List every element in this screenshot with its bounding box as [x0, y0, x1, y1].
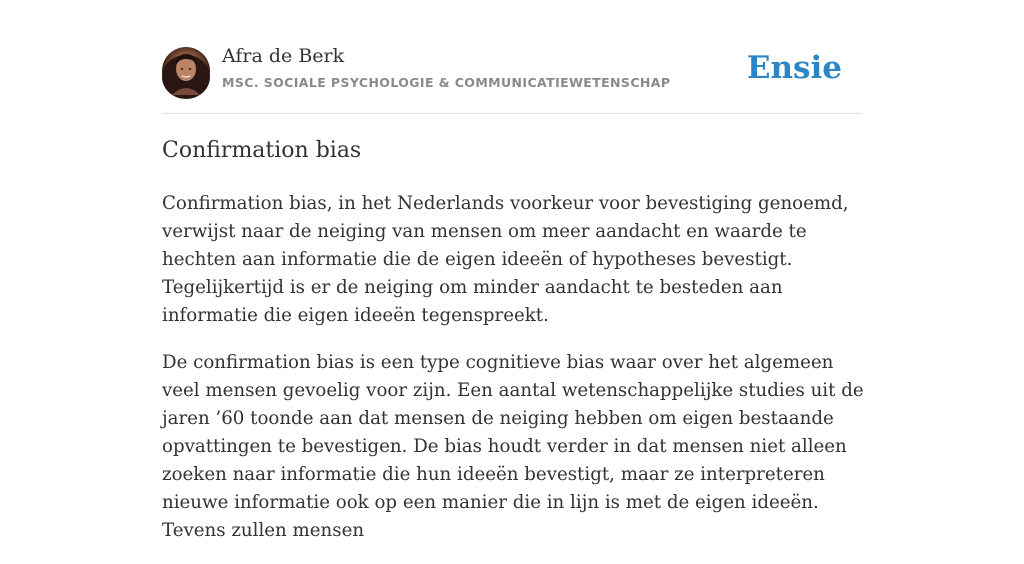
- brand-logo[interactable]: Ensie: [746, 50, 842, 86]
- author-title: MSC. SOCIALE PSYCHOLOGIE & COMMUNICATIEWETENSCHAP: [222, 75, 671, 90]
- article-paragraph: Confirmation bias, in het Nederlands voorkeur voor bevestiging genoemd, verwijst naar de neiging van mensen om meer aandacht en waarde te hechten aan informatie die de eigen ideeën of hypotheses bevestigt. Tegelijkertijd is er de neiging om minder aandacht te besteden aan informatie die eigen ideeën tegenspreekt.: [162, 193, 849, 326]
- author-header: [162, 0, 862, 114]
- avatar[interactable]: [162, 47, 210, 95]
- article-paragraph: De confirmation bias is een type cognitieve bias waar over het algemeen veel mensen gevoelig voor zijn. Een aantal wetenschappelijke studies uit de jaren ’60 toonde aan dat mensen de neiging hebben om eigen bestaande opvattingen te bevestigen. De bias houdt verder in dat mensen niet alleen zoeken naar informatie die hun ideeën bevestigt, maar ze interpreteren nieuwe informatie ook op een manier die in lijn is met de eigen ideeën. Tevens zullen mensen: [162, 352, 864, 541]
- article-body: [162, 190, 864, 564]
- author-name[interactable]: Afra de Berk: [222, 45, 345, 67]
- article-title: Confirmation bias: [162, 138, 362, 163]
- article-container: [162, 0, 864, 541]
- avatar-portrait-icon: [162, 47, 210, 95]
